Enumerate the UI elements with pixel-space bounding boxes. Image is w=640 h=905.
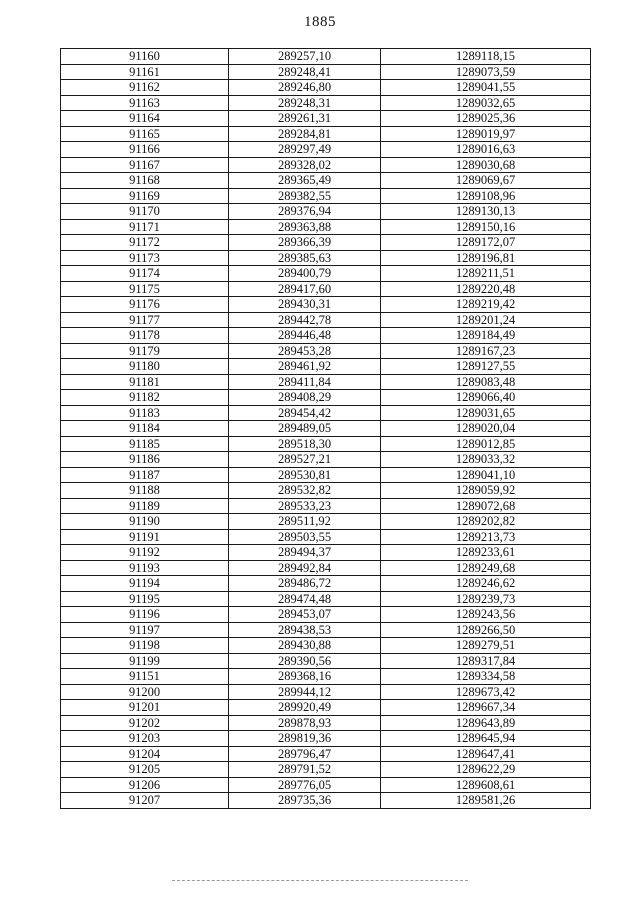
table-row	[61, 498, 591, 514]
point-number-cell: 91175	[61, 281, 229, 297]
y-coordinate-cell: 1289033,32	[381, 452, 591, 468]
y-coordinate-cell: 1289073,59	[381, 64, 591, 80]
x-coordinate-cell: 289735,36	[229, 793, 381, 809]
table-row	[61, 731, 591, 747]
x-coordinate-cell: 289878,93	[229, 715, 381, 731]
table-row	[61, 80, 591, 96]
x-coordinate-cell: 289533,23	[229, 498, 381, 514]
point-number-cell: 91197	[61, 622, 229, 638]
x-coordinate-cell: 289503,55	[229, 529, 381, 545]
table-row	[61, 204, 591, 220]
table-row	[61, 405, 591, 421]
point-number-cell: 91163	[61, 95, 229, 111]
y-coordinate-cell: 1289667,34	[381, 700, 591, 716]
x-coordinate-cell: 289494,37	[229, 545, 381, 561]
table-row	[61, 64, 591, 80]
y-coordinate-cell: 1289167,23	[381, 343, 591, 359]
y-coordinate-cell: 1289196,81	[381, 250, 591, 266]
y-coordinate-cell: 1289213,73	[381, 529, 591, 545]
x-coordinate-cell: 289366,39	[229, 235, 381, 251]
x-coordinate-cell: 289385,63	[229, 250, 381, 266]
point-number-cell: 91176	[61, 297, 229, 313]
y-coordinate-cell: 1289083,48	[381, 374, 591, 390]
point-number-cell: 91199	[61, 653, 229, 669]
x-coordinate-cell: 289944,12	[229, 684, 381, 700]
y-coordinate-cell: 1289645,94	[381, 731, 591, 747]
table-row	[61, 653, 591, 669]
x-coordinate-cell: 289791,52	[229, 762, 381, 778]
y-coordinate-cell: 1289334,58	[381, 669, 591, 685]
point-number-cell: 91198	[61, 638, 229, 654]
x-coordinate-cell: 289363,88	[229, 219, 381, 235]
y-coordinate-cell: 1289016,63	[381, 142, 591, 158]
x-coordinate-cell: 289446,48	[229, 328, 381, 344]
x-coordinate-cell: 289438,53	[229, 622, 381, 638]
point-number-cell: 91171	[61, 219, 229, 235]
table-row	[61, 390, 591, 406]
x-coordinate-cell: 289368,16	[229, 669, 381, 685]
point-number-cell: 91182	[61, 390, 229, 406]
y-coordinate-cell: 1289118,15	[381, 49, 591, 65]
table-row	[61, 622, 591, 638]
x-coordinate-cell: 289532,82	[229, 483, 381, 499]
x-coordinate-cell: 289284,81	[229, 126, 381, 142]
table-row	[61, 715, 591, 731]
y-coordinate-cell: 1289030,68	[381, 157, 591, 173]
table-row	[61, 467, 591, 483]
point-number-cell: 91187	[61, 467, 229, 483]
coordinates-table	[60, 48, 591, 809]
table-row	[61, 188, 591, 204]
table-row	[61, 591, 591, 607]
table-row	[61, 142, 591, 158]
x-coordinate-cell: 289297,49	[229, 142, 381, 158]
table-row	[61, 669, 591, 685]
y-coordinate-cell: 1289201,24	[381, 312, 591, 328]
point-number-cell: 91192	[61, 545, 229, 561]
y-coordinate-cell: 1289019,97	[381, 126, 591, 142]
point-number-cell: 91168	[61, 173, 229, 189]
table-row	[61, 312, 591, 328]
y-coordinate-cell: 1289643,89	[381, 715, 591, 731]
y-coordinate-cell: 1289059,92	[381, 483, 591, 499]
point-number-cell: 91196	[61, 607, 229, 623]
point-number-cell: 91207	[61, 793, 229, 809]
point-number-cell: 91206	[61, 777, 229, 793]
y-coordinate-cell: 1289622,29	[381, 762, 591, 778]
x-coordinate-cell: 289442,78	[229, 312, 381, 328]
y-coordinate-cell: 1289317,84	[381, 653, 591, 669]
point-number-cell: 91162	[61, 80, 229, 96]
x-coordinate-cell: 289453,28	[229, 343, 381, 359]
point-number-cell: 91177	[61, 312, 229, 328]
x-coordinate-cell: 289461,92	[229, 359, 381, 375]
y-coordinate-cell: 1289020,04	[381, 421, 591, 437]
point-number-cell: 91166	[61, 142, 229, 158]
point-number-cell: 91170	[61, 204, 229, 220]
x-coordinate-cell: 289474,48	[229, 591, 381, 607]
point-number-cell: 91200	[61, 684, 229, 700]
point-number-cell: 91178	[61, 328, 229, 344]
bottom-divider	[172, 880, 468, 881]
table-row	[61, 219, 591, 235]
y-coordinate-cell: 1289219,42	[381, 297, 591, 313]
x-coordinate-cell: 289518,30	[229, 436, 381, 452]
point-number-cell: 91169	[61, 188, 229, 204]
table-row	[61, 684, 591, 700]
x-coordinate-cell: 289328,02	[229, 157, 381, 173]
x-coordinate-cell: 289486,72	[229, 576, 381, 592]
y-coordinate-cell: 1289066,40	[381, 390, 591, 406]
table-row	[61, 452, 591, 468]
table-row	[61, 777, 591, 793]
table-row	[61, 514, 591, 530]
y-coordinate-cell: 1289246,62	[381, 576, 591, 592]
point-number-cell: 91180	[61, 359, 229, 375]
y-coordinate-cell: 1289647,41	[381, 746, 591, 762]
y-coordinate-cell: 1289266,50	[381, 622, 591, 638]
x-coordinate-cell: 289365,49	[229, 173, 381, 189]
point-number-cell: 91204	[61, 746, 229, 762]
table-row	[61, 638, 591, 654]
table-row	[61, 281, 591, 297]
point-number-cell: 91161	[61, 64, 229, 80]
y-coordinate-cell: 1289581,26	[381, 793, 591, 809]
point-number-cell: 91189	[61, 498, 229, 514]
point-number-cell: 91202	[61, 715, 229, 731]
point-number-cell: 91205	[61, 762, 229, 778]
x-coordinate-cell: 289492,84	[229, 560, 381, 576]
table-row	[61, 126, 591, 142]
y-coordinate-cell: 1289220,48	[381, 281, 591, 297]
x-coordinate-cell: 289511,92	[229, 514, 381, 530]
x-coordinate-cell: 289527,21	[229, 452, 381, 468]
table-row	[61, 359, 591, 375]
y-coordinate-cell: 1289239,73	[381, 591, 591, 607]
y-coordinate-cell: 1289172,07	[381, 235, 591, 251]
table-row	[61, 111, 591, 127]
point-number-cell: 91174	[61, 266, 229, 282]
x-coordinate-cell: 289453,07	[229, 607, 381, 623]
point-number-cell: 91194	[61, 576, 229, 592]
table-row	[61, 607, 591, 623]
table-row	[61, 343, 591, 359]
table-row	[61, 436, 591, 452]
x-coordinate-cell: 289248,31	[229, 95, 381, 111]
y-coordinate-cell: 1289025,36	[381, 111, 591, 127]
x-coordinate-cell: 289257,10	[229, 49, 381, 65]
table-row	[61, 297, 591, 313]
x-coordinate-cell: 289390,56	[229, 653, 381, 669]
point-number-cell: 91181	[61, 374, 229, 390]
y-coordinate-cell: 1289249,68	[381, 560, 591, 576]
x-coordinate-cell: 289530,81	[229, 467, 381, 483]
y-coordinate-cell: 1289031,65	[381, 405, 591, 421]
x-coordinate-cell: 289454,42	[229, 405, 381, 421]
point-number-cell: 91188	[61, 483, 229, 499]
point-number-cell: 91151	[61, 669, 229, 685]
point-number-cell: 91165	[61, 126, 229, 142]
y-coordinate-cell: 1289608,61	[381, 777, 591, 793]
y-coordinate-cell: 1289279,51	[381, 638, 591, 654]
point-number-cell: 91172	[61, 235, 229, 251]
x-coordinate-cell: 289376,94	[229, 204, 381, 220]
point-number-cell: 91160	[61, 49, 229, 65]
table-row	[61, 576, 591, 592]
table-row	[61, 374, 591, 390]
table-row	[61, 157, 591, 173]
x-coordinate-cell: 289248,41	[229, 64, 381, 80]
point-number-cell: 91190	[61, 514, 229, 530]
y-coordinate-cell: 1289069,67	[381, 173, 591, 189]
table-row	[61, 529, 591, 545]
y-coordinate-cell: 1289211,51	[381, 266, 591, 282]
y-coordinate-cell: 1289673,42	[381, 684, 591, 700]
point-number-cell: 91186	[61, 452, 229, 468]
y-coordinate-cell: 1289012,85	[381, 436, 591, 452]
point-number-cell: 91193	[61, 560, 229, 576]
y-coordinate-cell: 1289150,16	[381, 219, 591, 235]
x-coordinate-cell: 289430,31	[229, 297, 381, 313]
point-number-cell: 91201	[61, 700, 229, 716]
y-coordinate-cell: 1289233,61	[381, 545, 591, 561]
table-row	[61, 235, 591, 251]
table-row	[61, 700, 591, 716]
coordinates-table-body	[61, 49, 591, 809]
table-row	[61, 173, 591, 189]
page-number: 1885	[304, 14, 336, 30]
table-row	[61, 328, 591, 344]
table-row	[61, 746, 591, 762]
point-number-cell: 91173	[61, 250, 229, 266]
point-number-cell: 91164	[61, 111, 229, 127]
x-coordinate-cell: 289400,79	[229, 266, 381, 282]
table-row	[61, 762, 591, 778]
table-row	[61, 545, 591, 561]
table-row	[61, 250, 591, 266]
x-coordinate-cell: 289417,60	[229, 281, 381, 297]
table-row	[61, 560, 591, 576]
x-coordinate-cell: 289246,80	[229, 80, 381, 96]
point-number-cell: 91184	[61, 421, 229, 437]
x-coordinate-cell: 289411,84	[229, 374, 381, 390]
point-number-cell: 91183	[61, 405, 229, 421]
y-coordinate-cell: 1289108,96	[381, 188, 591, 204]
y-coordinate-cell: 1289202,82	[381, 514, 591, 530]
table-row	[61, 266, 591, 282]
y-coordinate-cell: 1289041,10	[381, 467, 591, 483]
table-row	[61, 793, 591, 809]
y-coordinate-cell: 1289184,49	[381, 328, 591, 344]
x-coordinate-cell: 289430,88	[229, 638, 381, 654]
y-coordinate-cell: 1289130,13	[381, 204, 591, 220]
x-coordinate-cell: 289261,31	[229, 111, 381, 127]
table-row	[61, 95, 591, 111]
y-coordinate-cell: 1289243,56	[381, 607, 591, 623]
table-row	[61, 49, 591, 65]
point-number-cell: 91167	[61, 157, 229, 173]
x-coordinate-cell: 289796,47	[229, 746, 381, 762]
point-number-cell: 91191	[61, 529, 229, 545]
table-row	[61, 483, 591, 499]
x-coordinate-cell: 289489,05	[229, 421, 381, 437]
point-number-cell: 91179	[61, 343, 229, 359]
y-coordinate-cell: 1289041,55	[381, 80, 591, 96]
y-coordinate-cell: 1289032,65	[381, 95, 591, 111]
x-coordinate-cell: 289408,29	[229, 390, 381, 406]
x-coordinate-cell: 289920,49	[229, 700, 381, 716]
x-coordinate-cell: 289776,05	[229, 777, 381, 793]
point-number-cell: 91203	[61, 731, 229, 747]
y-coordinate-cell: 1289127,55	[381, 359, 591, 375]
point-number-cell: 91185	[61, 436, 229, 452]
y-coordinate-cell: 1289072,68	[381, 498, 591, 514]
point-number-cell: 91195	[61, 591, 229, 607]
table-row	[61, 421, 591, 437]
x-coordinate-cell: 289382,55	[229, 188, 381, 204]
x-coordinate-cell: 289819,36	[229, 731, 381, 747]
